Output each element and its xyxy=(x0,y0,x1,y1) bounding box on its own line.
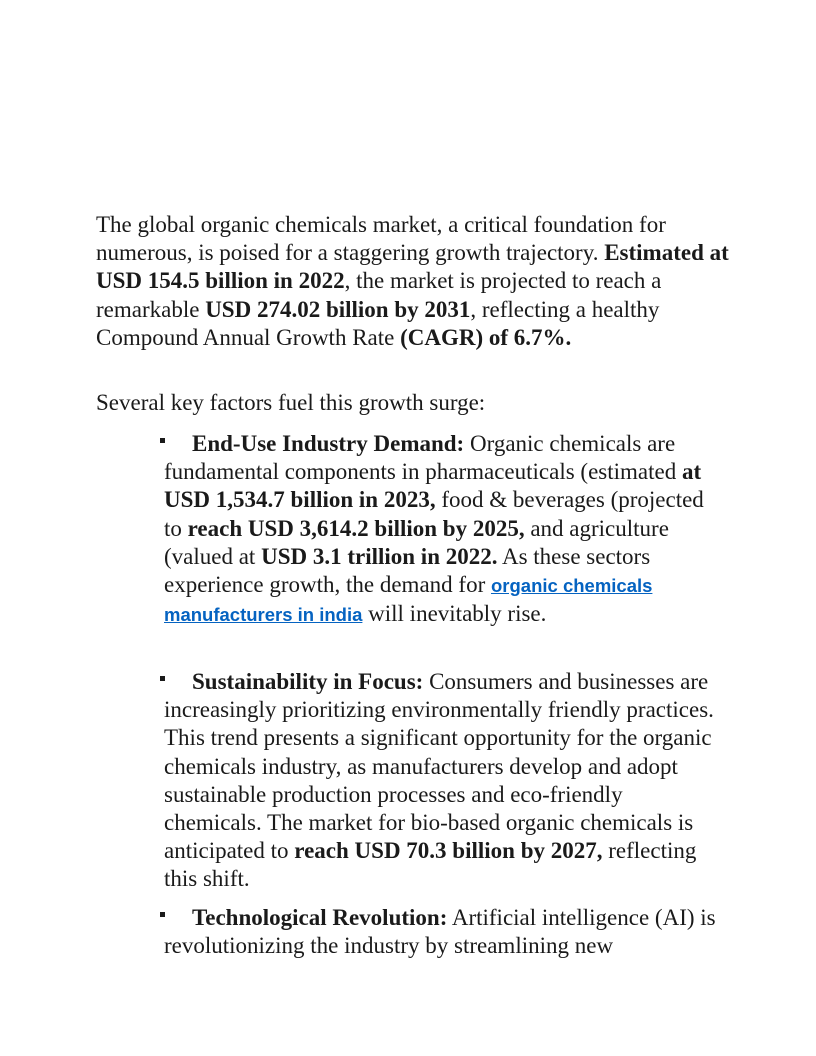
bullet-text: reflecting this shift. xyxy=(164,838,697,892)
intro-text-3: , reflecting a healthy Compound Annual Growth Rate xyxy=(96,296,660,350)
intro-bold-3: (CAGR) of 6.7%. xyxy=(400,324,572,350)
bullet-text: Artificial intelligence (AI) is revolutionizing the industry by streamlining new xyxy=(164,905,716,959)
bullet-text: Organic chemicals are fundamental components in pharmaceuticals (estimated xyxy=(164,431,677,485)
bullet-heading: Technological Revolution: xyxy=(192,905,448,930)
bullet-heading: Sustainability in Focus: xyxy=(192,669,424,694)
bullet-item-technology xyxy=(164,904,726,960)
bullet-text: As these sectors experience growth, the demand for xyxy=(164,543,651,598)
bullet-bold: reach USD 70.3 billion by 2027, xyxy=(294,838,603,864)
bullet-square-icon xyxy=(160,438,165,443)
intro-bold-2: USD 274.02 billion by 2031 xyxy=(205,296,471,322)
bullet-item-sustainability xyxy=(164,668,726,894)
bullet-text: and agriculture (valued at xyxy=(164,515,669,569)
bullet-text: will inevitably rise. xyxy=(368,601,547,627)
bullet-heading: End-Use Industry Demand: xyxy=(192,431,465,456)
intro-text-2: , the market is projected to reach a remarkable xyxy=(96,268,662,322)
bullet-bold: at USD 1,534.7 billion in 2023, xyxy=(164,459,702,513)
bullet-bold: USD 3.1 trillion in 2022. xyxy=(261,543,498,569)
manufacturers-link[interactable]: organic chemicals manufacturers in india xyxy=(164,575,653,626)
lead-sentence: Several key factors fuel this growth surge: xyxy=(96,390,486,415)
bullet-square-icon xyxy=(160,676,165,681)
bullet-item-demand xyxy=(164,430,726,629)
intro-text-1: The global organic chemicals market, a critical foundation for numerous, is poised for a staggering growth trajectory. xyxy=(96,212,666,266)
bullet-text: Consumers and businesses are increasingly prioritizing environmentally friendly practices. This trend presents a significant opportunity for the organic chemicals industry, as manufacturers develop and adopt sustainable production processes and eco-friendly chemicals. The market for bio-based organic chemicals is anticipated to xyxy=(164,669,714,864)
intro-bold-1: Estimated at USD 154.5 billion in 2022 xyxy=(96,240,729,294)
intro-paragraph xyxy=(96,211,736,352)
bullet-bold: reach USD 3,614.2 billion by 2025, xyxy=(187,515,525,541)
bullet-square-icon xyxy=(160,912,165,917)
bullet-text: food & beverages (projected to xyxy=(164,487,704,541)
